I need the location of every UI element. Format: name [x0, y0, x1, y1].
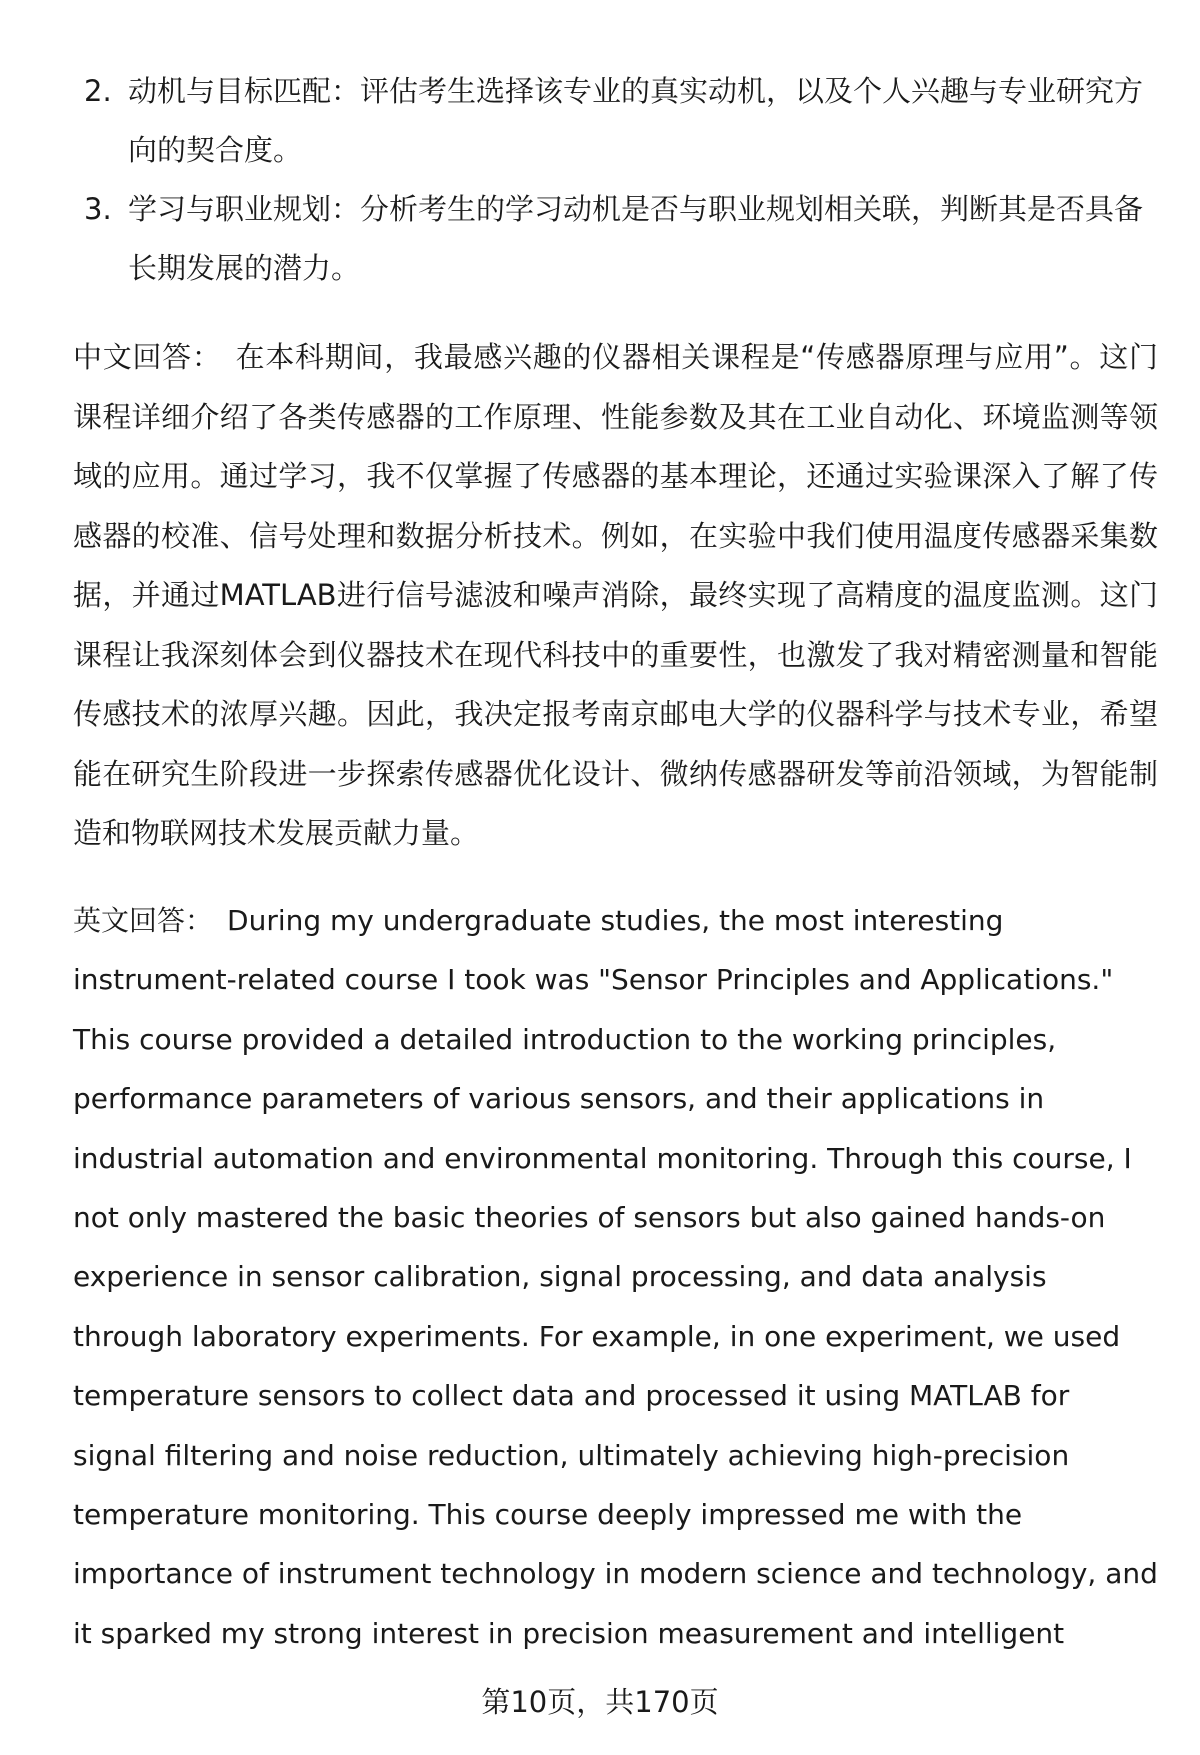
- chinese-answer-text: 在本科期间，我最感兴趣的仪器相关课程是“传感器原理与应用”。这门课程详细介绍了各类传感器的工作原理、性能参数及其在工业自动化、环境监测等领域的应用。通过学习，我不仅掌握了传感器的基本理论，还通过实验课深入了解了传感器的校准、信号处理和数据分析技术。例如，在实验中我们使用温度传感器采集数据，并通过MATLAB进行信号滤波和噪声消除，最终实现了高精度的温度监测。这门课程让我深刻体会到仪器技术在现代科技中的重要性，也激发了我对精密测量和智能传感技术的浓厚兴趣。因此，我决定报考南京邮电大学的仪器科学与技术专业，希望能在研究生阶段进一步探索传感器优化设计、微纳传感器研发等前沿领域，为智能制造和物联网技术发展贡献力量。: [73, 340, 1158, 850]
- list-item: [84, 180, 1144, 298]
- chinese-answer-paragraph: [73, 328, 1158, 864]
- list-item-text: 动机与目标匹配：评估考生选择该专业的真实动机，以及个人兴趣与专业研究方向的契合度。: [128, 74, 1144, 167]
- list-item-number: 2.: [84, 74, 112, 108]
- list-item: [84, 62, 1144, 180]
- list-item-number: 3.: [84, 192, 112, 226]
- english-answer-label: 英文回答：: [73, 904, 214, 937]
- english-answer-text: During my undergraduate studies, the most interesting instrument-related course I took was "Sensor Principles and Applications." This course provided a detailed introduction to the working principles, performance parameters of various sensors, and their applications in industrial automation and environmental monitoring. Through this course, I not only mastered the basic theories of sensors but also gained hands-on experience in sensor calibration, signal processing, and data analysis through laboratory experiments. For example, in one experiment, we used temperature sensors to collect data and processed it using MATLAB for signal filtering and noise reduction, ultimately achieving high-precision temperature monitoring. This course deeply impressed me with the importance of instrument technology in modern science and technology, and it sparked my strong interest in precision measurement and intelligent: [73, 904, 1158, 1650]
- page-number-footer: 第10页，共170页: [481, 1685, 719, 1719]
- list-item-text: 学习与职业规划：分析考生的学习动机是否与职业规划相关联，判断其是否具备长期发展的潜力。: [128, 192, 1144, 285]
- chinese-answer-label: 中文回答：: [73, 340, 222, 374]
- english-answer-paragraph: [73, 891, 1158, 1663]
- criteria-list: [84, 62, 1144, 298]
